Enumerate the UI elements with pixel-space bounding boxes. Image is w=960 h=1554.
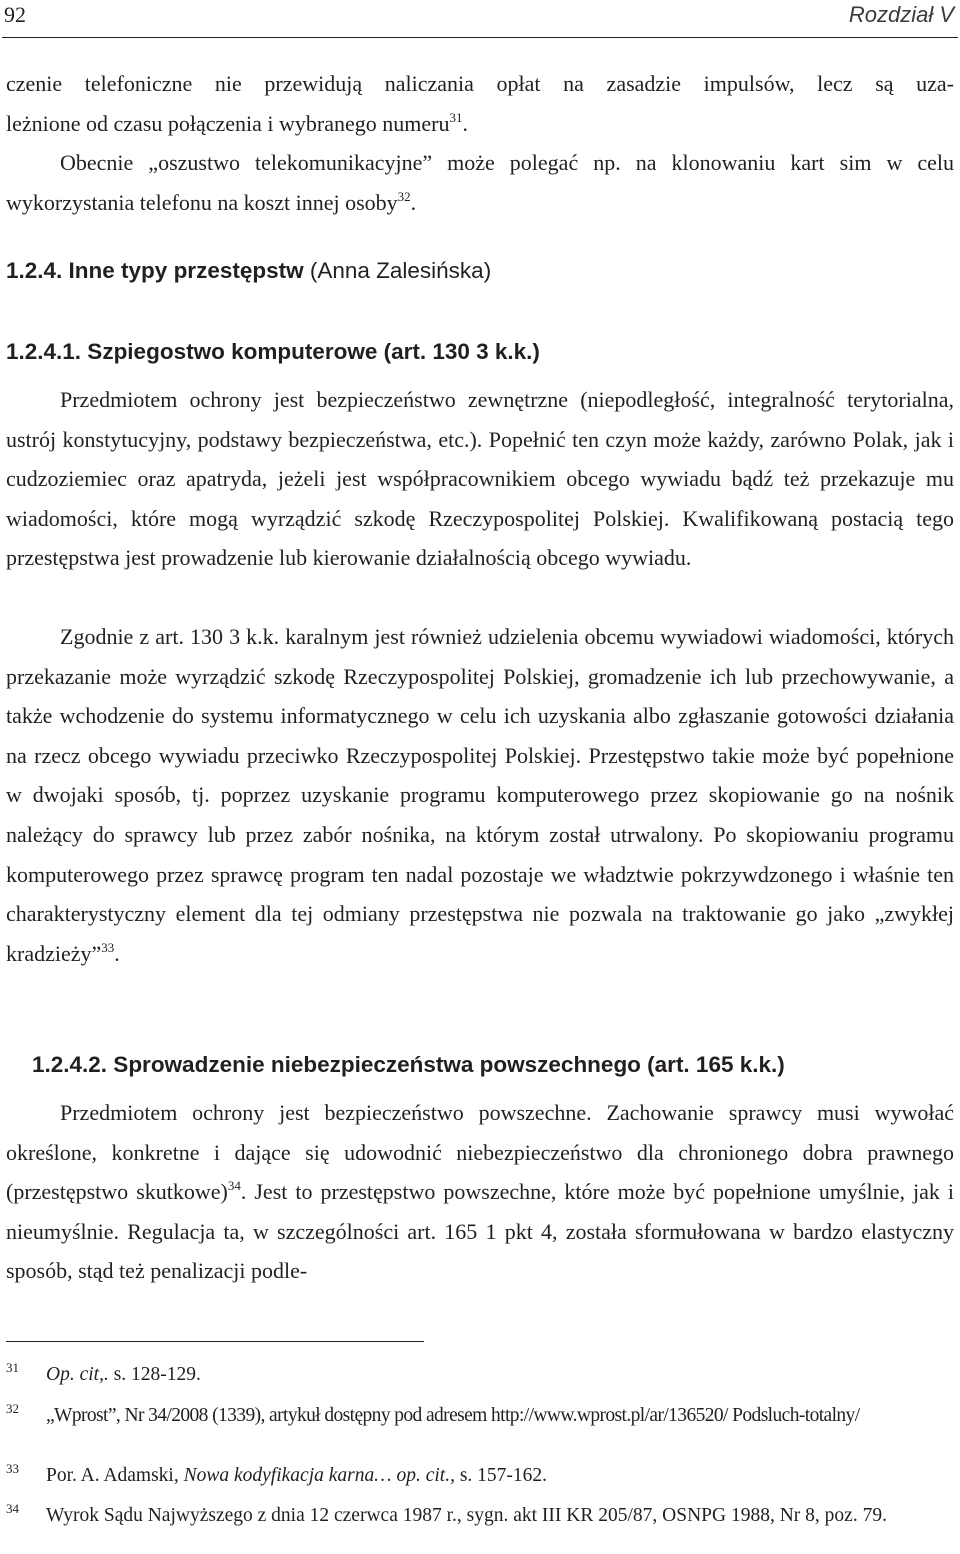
footnote-number: 32 (6, 1401, 19, 1416)
footnote-31: 31 Op. cit,. s. 128-129. (6, 1363, 954, 1387)
section-heading-1-2-4: 1.2.4. Inne typy przestępstw (Anna Zalesińska) (6, 258, 492, 283)
paragraph-3: Przedmiotem ochrony jest bezpieczeństwo zewnętrzne (niepodległość, integralność terytorialna, ustrój konstytucyjny, podstawy bezpieczeństwa, etc.). Popełnić ten czyn może każdy, zarówno Polak, jak i cudzoziemiec oraz apatryda, jeżeli jest współpracownikiem obcego wywiadu bądź też przekazuje mu wiadomości, które mogą wyrządzić szkodę Rzeczypospolitej Polskiej. Kwalifikowaną postacią tego przestępstwa jest prowadzenie lub kierowanie działalnością obcego wywiadu. (6, 387, 954, 571)
paragraph-5: Przedmiotem ochrony jest bezpieczeństwo powszechne. Zachowanie sprawcy musi wywołać określone, konkretne i dające się udowodnić niebezpieczeństwo dla chronionego dobra prawnego (przestępstwo skutkowe)$^{34}$. Jest to przestępstwo powszechne, które może być popełnione umyślnie, jak i nieumyślnie. Regulacja ta, w szczególności art. 165 1 pkt 4, została sformułowana w bardzo elastyczny sposób, stąd też penalizacji podle- (6, 1100, 954, 1284)
footnote-ref-32[interactable]: 32 (397, 188, 411, 204)
paragraph-1-line-2: leżnione od czasu połączenia i wybranego numeru$^{31}$. (6, 109, 468, 136)
paragraph-1 (6, 64, 954, 143)
section-heading-1-2-4-1: 1.2.4.1. Szpiegostwo komputerowe (art. 130 3 k.k.) (6, 339, 540, 364)
footnote-number: 33 (6, 1461, 19, 1476)
paragraph-1-line-1: czenie telefoniczne nie przewidują naliczania opłat na zasadzie impulsów, lecz są uza- (6, 71, 954, 96)
page-header (0, 0, 960, 40)
chapter-running-head: Rozdział V (848, 2, 954, 27)
header-rule (2, 37, 958, 38)
footnote-separator (6, 1341, 424, 1342)
footnote-number: 31 (6, 1360, 19, 1375)
section-heading-1-2-4-2: 1.2.4.2. Sprowadzenie niebezpieczeństwa powszechnego (art. 165 k.k.) (32, 1052, 785, 1077)
page-number: 92 (4, 2, 26, 27)
footnote-ref-31[interactable]: 31 (449, 109, 463, 125)
footnote-number: 34 (6, 1501, 19, 1516)
footnote-32: 32 „Wprost”, Nr 34/2008 (1339), artykuł dostępny pod adresem http://www.wprost.pl/ar/136520/ Podsluch-totalny/ (6, 1404, 954, 1452)
footnote-34: 34 Wyrok Sądu Najwyższego z dnia 12 czerwca 1987 r., sygn. akt III KR 205/87, OSNPG 1988, Nr 8, poz. 79. (6, 1504, 954, 1552)
paragraph-2: Obecnie „oszustwo telekomunikacyjne” może polegać np. na klonowaniu kart sim w celu wykorzystania telefonu na koszt innej osoby$^{32}$. (6, 150, 954, 215)
footnote-ref-33[interactable]: 33 (101, 939, 115, 955)
footnote-ref-34[interactable]: 34 (227, 1178, 241, 1194)
footnote-33: 33 Por. A. Adamski, Nowa kodyfikacja karna… op. cit., s. 157-162. (6, 1464, 954, 1488)
paragraph-4: Zgodnie z art. 130 3 k.k. karalnym jest również udzielenia obcemu wywiadowi wiadomości, których przekazanie może wyrządzić szkodę Rzeczypospolitej Polskiej, gromadzenie ich lub przechowywanie, a także wchodzenie do systemu informatycznego w celu ich uzyskania albo zgłaszanie gotowości działania na rzecz obcego wywiadu przeciwko Rzeczypospolitej Polskiej. Przestępstwo takie może być popełnione w dwojaki sposób, tj. poprzez uzyskanie programu komputerowego przez skopiowanie go na nośnik należący do sprawcy lub przez zabór nośnika, na którym został utrwalony. Po skopiowaniu programu komputerowego przez sprawcę program ten nadal pozostaje we władztwie pokrzywdzonego i właśnie ten charakterystyczny element dla tej odmiany przestępstwa nie pozwala na traktowanie go jako „zwykłej kradzieży”$^{33}$. (6, 624, 954, 966)
